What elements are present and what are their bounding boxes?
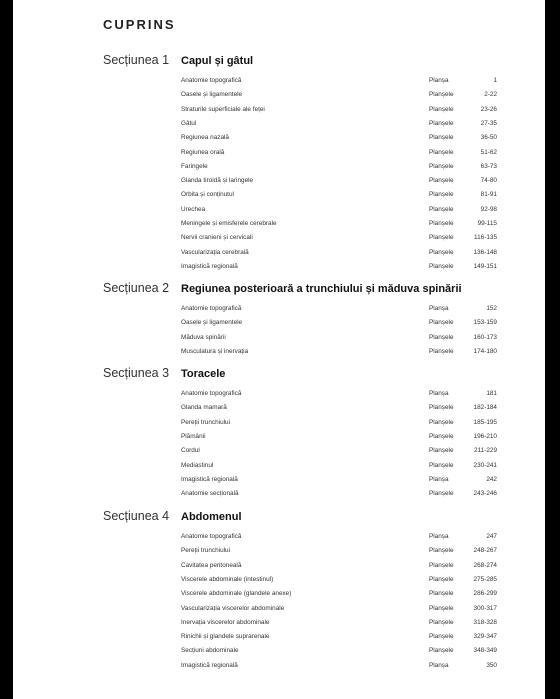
- section-heading: [103, 366, 225, 384]
- toc-entry-label: Faringele: [181, 162, 208, 170]
- toc-row: [181, 260, 497, 274]
- toc-entry-label: Imagistică regională: [181, 661, 238, 669]
- toc-row: [181, 188, 497, 202]
- toc-entry-label: Nervii cranieni și cervicali: [181, 234, 253, 242]
- toc-plate-word: Planșele: [429, 177, 454, 185]
- toc-plate-numbers: 51-62: [480, 148, 497, 156]
- toc-plate-word: Planșele: [429, 333, 454, 341]
- toc-entry-label: Urechea: [181, 205, 206, 213]
- toc-row: [181, 487, 497, 501]
- toc-entry-label: Regiunea nazală: [181, 134, 229, 142]
- toc-entry-label: Anatomie secțională: [181, 490, 239, 498]
- toc-plate-word: Planșele: [429, 220, 454, 227]
- toc-row: [181, 74, 497, 88]
- toc-entry-label: Plămânii: [181, 432, 206, 440]
- toc-plate-word: Planșele: [429, 91, 454, 99]
- toc-plate-numbers: 181: [486, 390, 497, 397]
- toc-plate-word: Planșele: [429, 432, 454, 440]
- toc-plate-numbers: 230-241: [473, 461, 497, 469]
- toc-entry-label: Cordul: [181, 447, 200, 455]
- toc-row: [181, 430, 497, 444]
- toc-plate-word: Planșa: [429, 77, 449, 84]
- toc-plate-word: Planșele: [429, 461, 454, 469]
- toc-entry-label: Mediastinul: [181, 461, 214, 469]
- toc-plate-numbers: 2-22: [484, 91, 497, 99]
- toc-plate-numbers: 243-246: [473, 490, 497, 498]
- toc-plate-numbers: 286-299: [473, 590, 497, 598]
- toc-plate-word: Planșele: [429, 162, 454, 170]
- toc-entry-label: Secțiuni abdominale: [181, 647, 239, 655]
- toc-plate-numbers: 74-80: [480, 177, 497, 185]
- toc-plate-word: Planșa: [429, 305, 449, 312]
- toc-plate-numbers: 268-274: [473, 561, 497, 569]
- toc-plate-word: Planșele: [429, 248, 454, 256]
- toc-plate-numbers: 300-317: [473, 604, 497, 612]
- toc-plate-word: Planșele: [429, 633, 454, 641]
- toc-entry-label: Glanda tiroidă și laringele: [181, 177, 254, 185]
- toc-plate-word: Planșele: [429, 134, 454, 142]
- toc-row: [181, 644, 497, 658]
- toc-plate-word: Planșele: [429, 262, 454, 270]
- toc-plate-numbers: 348-349: [473, 647, 497, 655]
- toc-entry-label: Rinichii și glandele suprarenale: [181, 633, 270, 641]
- toc-plate-numbers: 275-285: [473, 575, 497, 583]
- toc-plate-word: Planșele: [429, 575, 454, 583]
- toc-row: [181, 473, 497, 487]
- section-label: Secțiunea 2: [103, 281, 170, 295]
- toc-row: [181, 401, 497, 415]
- toc-plate-numbers: 1: [493, 77, 497, 84]
- toc-row: [181, 345, 497, 359]
- toc-row: [181, 246, 497, 260]
- toc-plate-word: Planșele: [429, 447, 454, 455]
- toc-plate-word: Planșele: [429, 404, 454, 412]
- toc-plate-word: Planșele: [429, 618, 454, 626]
- toc-entry-label: Glanda mamară: [181, 404, 227, 412]
- toc-row: [181, 302, 497, 316]
- toc-plate-word: Planșa: [429, 533, 449, 540]
- toc-plate-numbers: 160-173: [473, 333, 497, 341]
- toc-plate-numbers: 247: [486, 533, 497, 540]
- toc-plate-word: Planșele: [429, 119, 454, 127]
- toc-plate-word: Planșele: [429, 418, 454, 426]
- toc-plate-numbers: 136-148: [473, 248, 497, 256]
- toc-entry-label: Pereții trunchiului: [181, 547, 231, 555]
- toc-entry-label: Măduva spinării: [181, 333, 226, 341]
- toc-entry-label: Oasele și ligamentele: [181, 91, 243, 99]
- toc-row: [181, 331, 497, 345]
- toc-entry-label: Viscerele abdominale (glandele anexe): [181, 590, 292, 598]
- toc-plate-word: Planșele: [429, 347, 454, 355]
- toc-plate-numbers: 27-35: [480, 119, 497, 127]
- toc-row: [181, 616, 497, 630]
- toc-row: [181, 146, 497, 160]
- toc-plate-numbers: 318-328: [473, 618, 497, 626]
- toc-row: [181, 217, 497, 231]
- toc-plate-numbers: 174-180: [473, 347, 497, 355]
- page-title: CUPRINS: [103, 17, 176, 32]
- toc-row: [181, 174, 497, 188]
- toc-entry-label: Anatomie topografică: [181, 390, 242, 397]
- toc-entry-label: Musculatura și inervația: [181, 347, 249, 355]
- toc-plate-numbers: 185-195: [473, 418, 497, 426]
- toc-row: [181, 559, 497, 573]
- toc-plate-numbers: 196-210: [473, 432, 497, 440]
- toc-entry-label: Imagistică regională: [181, 262, 238, 270]
- toc-plate-word: Planșa: [429, 475, 449, 483]
- toc-row: [181, 203, 497, 217]
- toc-plate-numbers: 152: [486, 305, 497, 312]
- toc-plate-word: Planșele: [429, 234, 454, 242]
- toc-row: [181, 231, 497, 245]
- toc-row: [181, 659, 497, 673]
- toc-row: [181, 131, 497, 145]
- toc-plate-numbers: 153-159: [473, 319, 497, 327]
- section-title: Toracele: [181, 368, 226, 380]
- toc-plate-numbers: 81-91: [480, 191, 497, 199]
- toc-plate-word: Planșa: [429, 390, 449, 397]
- toc-plate-word: Planșele: [429, 547, 454, 555]
- document-page: [13, 0, 545, 699]
- toc-row: [181, 103, 497, 117]
- toc-plate-numbers: 350: [486, 661, 497, 669]
- toc-plate-numbers: 248-267: [473, 547, 497, 555]
- toc-entry-label: Oasele și ligamentele: [181, 319, 243, 327]
- toc-row: [181, 602, 497, 616]
- toc-entry-label: Inervația viscerelor abdominale: [181, 618, 270, 626]
- toc-plate-word: Planșele: [429, 148, 454, 156]
- toc-entry-label: Imagistică regională: [181, 475, 238, 483]
- toc-plate-numbers: 36-50: [480, 134, 497, 142]
- toc-plate-numbers: 92-98: [480, 205, 497, 213]
- toc-row: [181, 630, 497, 644]
- toc-row: [181, 416, 497, 430]
- toc-entry-label: Anatomie topografică: [181, 77, 242, 84]
- section-title: Regiunea posterioară a trunchiului și măduva spinării: [181, 283, 462, 295]
- toc-plate-numbers: 116-135: [474, 234, 497, 242]
- toc-plate-numbers: 329-347: [473, 633, 497, 641]
- toc-row: [181, 459, 497, 473]
- toc-row: [181, 160, 497, 174]
- toc-plate-word: Planșele: [429, 590, 454, 598]
- toc-row: [181, 530, 497, 544]
- toc-plate-word: Planșele: [429, 191, 454, 199]
- toc-entry-label: Gâtul: [181, 119, 197, 127]
- toc-entry-label: Vascularizația cerebrală: [181, 248, 249, 256]
- toc-entry-label: Regiunea orală: [181, 148, 225, 156]
- toc-row: [181, 444, 497, 458]
- toc-row: [181, 117, 497, 131]
- toc-plate-numbers: 182-184: [473, 404, 497, 412]
- toc-plate-word: Planșele: [429, 205, 454, 213]
- section-heading: [103, 509, 242, 527]
- toc-entry-label: Straturile superficiale ale feței: [181, 105, 265, 113]
- toc-row: [181, 587, 497, 601]
- toc-entry-label: Orbita și conținutul: [181, 191, 234, 199]
- toc-row: [181, 316, 497, 330]
- toc-plate-word: Planșele: [429, 105, 454, 113]
- section-label: Secțiunea 1: [103, 53, 170, 67]
- toc-row: [181, 387, 497, 401]
- toc-entry-label: Cavitatea peritoneală: [181, 561, 242, 569]
- toc-plate-word: Planșele: [429, 561, 454, 569]
- toc-plate-numbers: 63-73: [480, 162, 497, 170]
- toc-entry-label: Meningele și emisferele cerebrale: [181, 220, 277, 227]
- toc-plate-word: Planșele: [429, 319, 454, 327]
- toc-plate-numbers: 99-115: [477, 220, 497, 227]
- toc-plate-numbers: 211-229: [474, 447, 497, 455]
- toc-entry-label: Pereții trunchiului: [181, 418, 231, 426]
- section-label: Secțiunea 4: [103, 509, 170, 523]
- toc-plate-numbers: 242: [486, 475, 497, 483]
- section-heading: [103, 53, 253, 71]
- section-heading: [103, 281, 462, 299]
- toc-plate-numbers: 23-26: [480, 105, 497, 113]
- toc-row: [181, 544, 497, 558]
- toc-row: [181, 573, 497, 587]
- section-title: Capul și gâtul: [181, 55, 254, 67]
- toc-plate-word: Planșa: [429, 661, 449, 669]
- toc-plate-numbers: 149-151: [473, 262, 497, 270]
- toc-plate-word: Planșele: [429, 604, 454, 612]
- toc-plate-word: Planșele: [429, 647, 454, 655]
- toc-plate-word: Planșele: [429, 490, 454, 498]
- toc-entry-label: Viscerele abdominale (intestinul): [181, 575, 274, 583]
- section-title: Abdomenul: [181, 511, 242, 523]
- toc-entry-label: Vascularizația viscerelor abdominale: [181, 604, 285, 612]
- toc-row: [181, 88, 497, 102]
- toc-entry-label: Anatomie topografică: [181, 305, 242, 312]
- toc-entry-label: Anatomie topografică: [181, 533, 242, 540]
- section-label: Secțiunea 3: [103, 366, 170, 380]
